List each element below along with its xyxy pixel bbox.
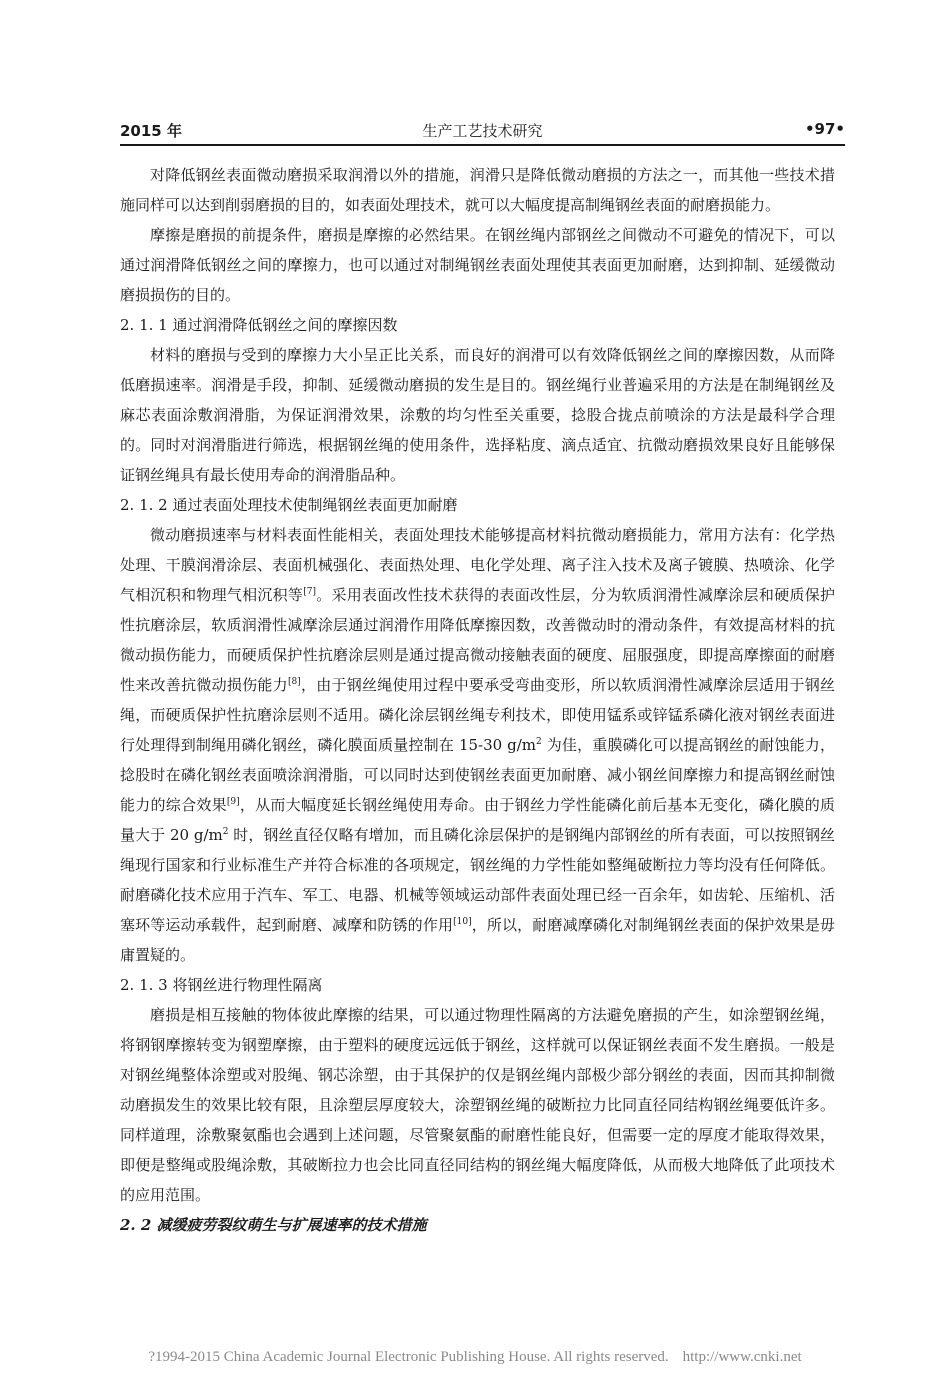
paragraph-4-part-e: ，从而大幅度延长钢丝绳使用寿命。由于钢丝力学性能磷化前后基本无变化，磷化膜的质量大于 20 g/m: [120, 796, 835, 844]
paragraph-4-part-f: 时，钢丝直径仅略有增加，而且磷化涂层保护的是钢绳内部钢丝的所有表面，可以按照钢丝绳现行国家和行业标准生产并符合标准的各项规定，钢丝绳的力学性能如整绳破断拉力等均没有任何降低。耐磨磷化技术应用于汽车、军工、电器、机械等领域运动部件表面处理已经一百余年，如齿轮、压缩机、活塞环等运动承载件，起到耐磨、减摩和防锈的作用: [120, 826, 835, 934]
paragraph-5: 磨损是相互接触的物体彼此摩擦的结果，可以通过物理性隔离的方法避免磨损的产生，如涂塑钢丝绳，将钢钢摩擦转变为钢塑摩擦，由于塑料的硬度远远低于钢丝，这样就可以保证钢丝表面不发生磨损。一般是对钢丝绳整体涂塑或对股绳、钢芯涂塑，由于其保护的仅是钢丝绳内部极少部分钢丝的表面，因而其抑制微动磨损发生的效果比较有限，且涂塑层厚度较大，涂塑钢丝绳的破断拉力比同直径同结构钢丝绳要低许多。同样道理，涂敷聚氨酯也会遇到上述问题，尽管聚氨酯的耐磨性能良好，但需要一定的厚度才能取得效果，即便是整绳或股绳涂敷，其破断拉力也会比同直径同结构的钢丝绳大幅度降低，从而极大地降低了此项技术的应用范围。: [120, 1006, 835, 1204]
header-page-number: •97•: [804, 120, 845, 138]
header-journal-title: 生产工艺技术研究: [422, 122, 543, 140]
paragraph-3: 材料的磨损与受到的摩擦力大小呈正比关系，而良好的润滑可以有效降低钢丝之间的摩擦因数，从而降低磨损速率。润滑是手段，抑制、延缓微动磨损的发生是目的。钢丝绳行业普遍采用的方法是在制绳钢丝及麻芯表面涂敷润滑脂，为保证润滑效果，涂敷的均匀性至关重要，捻股合拢点前喷涂的方法是最科学合理的。同时对润滑脂进行筛选，根据钢丝绳的使用条件，选择粘度、滴点适宜、抗微动磨损效果良好且能够保证钢丝绳具有最长使用寿命的润滑脂品种。: [120, 346, 835, 484]
citation-8: [8]: [287, 677, 301, 687]
paragraph-4: [120, 520, 835, 970]
paragraph-4-part-a: 微动磨损速率与材料表面性能相关，表面处理技术能够提高材料抗微动磨损能力，常用方法有：化学热处理、干膜润滑涂层、表面机械强化、表面热处理、电化学处理、离子注入技术及离子镀膜、热喷涂、化学气相沉积和物理气相沉积等: [120, 526, 835, 604]
paragraph-1: 对降低钢丝表面微动磨损采取润滑以外的措施，润滑只是降低微动磨损的方法之一，而其他一些技术措施同样可以达到削弱磨损的目的，如表面处理技术，就可以大幅度提高制绳钢丝表面的耐磨损能力。: [120, 166, 835, 214]
section-heading-2-1-1: 2. 1. 1 通过润滑降低钢丝之间的摩擦因数: [120, 316, 398, 334]
section-heading-2-2: 2. 2 减缓疲劳裂纹萌生与扩展速率的技术措施: [120, 1216, 427, 1234]
paragraph-4-part-g: ，所以，耐磨减摩磷化对制绳钢丝表面的保护效果是毋庸置疑的。: [120, 916, 835, 964]
header-year: 2015 年: [120, 122, 182, 140]
footer-copyright: ?1994-2015 China Academic Journal Electronic Publishing House. All rights reserved.: [148, 1349, 669, 1365]
paragraph-2: 摩擦是磨损的前提条件，磨损是摩擦的必然结果。在钢丝绳内部钢丝之间微动不可避免的情况下，可以通过润滑降低钢丝之间的摩擦力，也可以通过对制绳钢丝表面处理使其表面更加耐磨，达到抑制、延缓微动磨损损伤的目的。: [120, 226, 835, 304]
paragraph-4-part-b: 。采用表面改性技术获得的表面改性层，分为软质润滑性减摩涂层和硬质保护性抗磨涂层，软质润滑性减摩涂层通过润滑作用降低摩擦因数，改善微动时的滑动条件，有效提高材料的抗微动损伤能力，而硬质保护性抗磨涂层则是通过提高微动接触表面的硬度、屈服强度，即提高摩擦面的耐磨性来改善抗微动损伤能力: [120, 586, 835, 694]
section-heading-2-1-3: 2. 1. 3 将钢丝进行物理性隔离: [120, 976, 323, 994]
citation-7: [7]: [303, 587, 316, 597]
section-heading-2-1-2: 2. 1. 2 通过表面处理技术使制绳钢丝表面更加耐磨: [120, 496, 458, 514]
page-header: [120, 118, 845, 146]
paragraph-4-part-d: 为佳，重膜磷化可以提高钢丝的耐蚀能力，捻股时在磷化钢丝表面喷涂润滑脂，可以同时达到使钢丝表面更加耐磨、减小钢丝间摩擦力和提高钢丝耐蚀能力的综合效果: [120, 736, 835, 814]
footer-url: http://www.cnki.net: [682, 1349, 802, 1365]
article-body: [120, 160, 835, 1240]
unit-superscript: 2: [222, 827, 229, 837]
unit-superscript: 2: [536, 737, 542, 747]
citation-9: [9]: [226, 797, 240, 807]
citation-10: [10]: [453, 917, 472, 927]
paragraph-4-part-c: ，由于钢丝绳使用过程中要承受弯曲变形，所以软质润滑性减摩涂层适用于钢丝绳，而硬质保护性抗磨涂层则不适用。磷化涂层钢丝绳专利技术，即使用锰系或锌锰系磷化液对钢丝表面进行处理得到制绳用磷化钢丝，磷化膜面质量控制在 15-30 g/m: [120, 676, 835, 754]
page-footer: [0, 1349, 950, 1366]
